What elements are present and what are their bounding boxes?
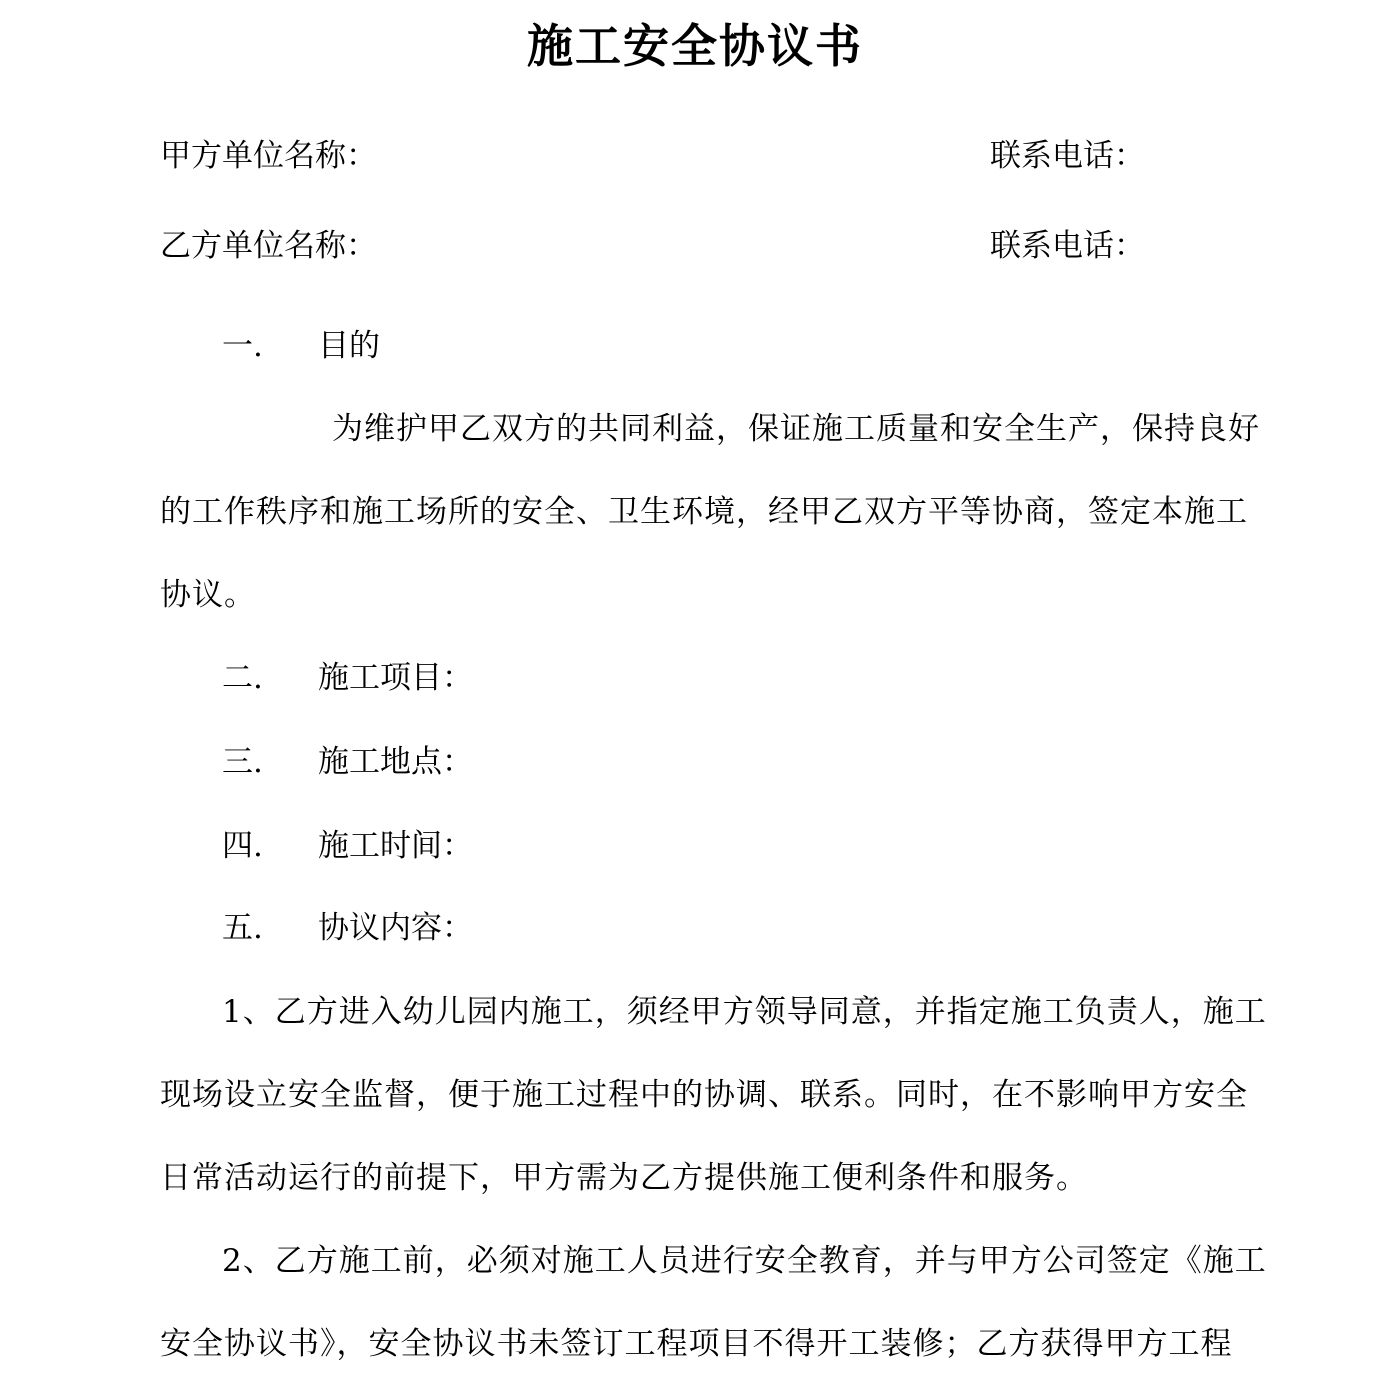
- section-number: 二.: [222, 660, 263, 696]
- party-a-row: [160, 134, 1260, 178]
- purpose-line: 协议。: [160, 577, 256, 613]
- section-heading: 协议内容：: [318, 910, 473, 946]
- clause-2-line: 2、乙方施工前，必须对施工人员进行安全教育，并与甲方公司签定《施工: [222, 1243, 1267, 1279]
- section-heading: 施工时间：: [318, 828, 473, 864]
- purpose-line: 的工作秩序和施工场所的安全、卫生环境，经甲乙双方平等协商，签定本施工: [160, 494, 1248, 530]
- section-heading: 施工项目：: [318, 660, 473, 696]
- section-number: 三.: [222, 744, 263, 780]
- party-b-row: [160, 224, 1260, 268]
- section-heading: 目的: [318, 328, 380, 364]
- purpose-line: 为维护甲乙双方的共同利益，保证施工质量和安全生产，保持良好: [332, 411, 1260, 447]
- clause-1-line: 日常活动运行的前提下，甲方需为乙方提供施工便利条件和服务。: [160, 1160, 1088, 1196]
- party-a-phone-label: 联系电话：: [990, 138, 1145, 174]
- clause-1-line: 1、乙方进入幼儿园内施工，须经甲方领导同意，并指定施工负责人，施工: [222, 994, 1267, 1030]
- clause-2-line: 安全协议书》，安全协议书未签订工程项目不得开工装修；乙方获得甲方工程: [160, 1326, 1233, 1362]
- party-a-name-label: 甲方单位名称：: [160, 138, 377, 174]
- section-number: 四.: [222, 828, 263, 864]
- section-number: 五.: [222, 910, 263, 946]
- document-title: 施工安全协议书: [527, 19, 863, 73]
- party-b-name-label: 乙方单位名称：: [160, 228, 377, 264]
- party-b-phone-label: 联系电话：: [990, 228, 1145, 264]
- section-number: 一.: [222, 328, 263, 364]
- clause-1-line: 现场设立安全监督，便于施工过程中的协调、联系。同时，在不影响甲方安全: [160, 1077, 1248, 1113]
- section-heading: 施工地点：: [318, 744, 473, 780]
